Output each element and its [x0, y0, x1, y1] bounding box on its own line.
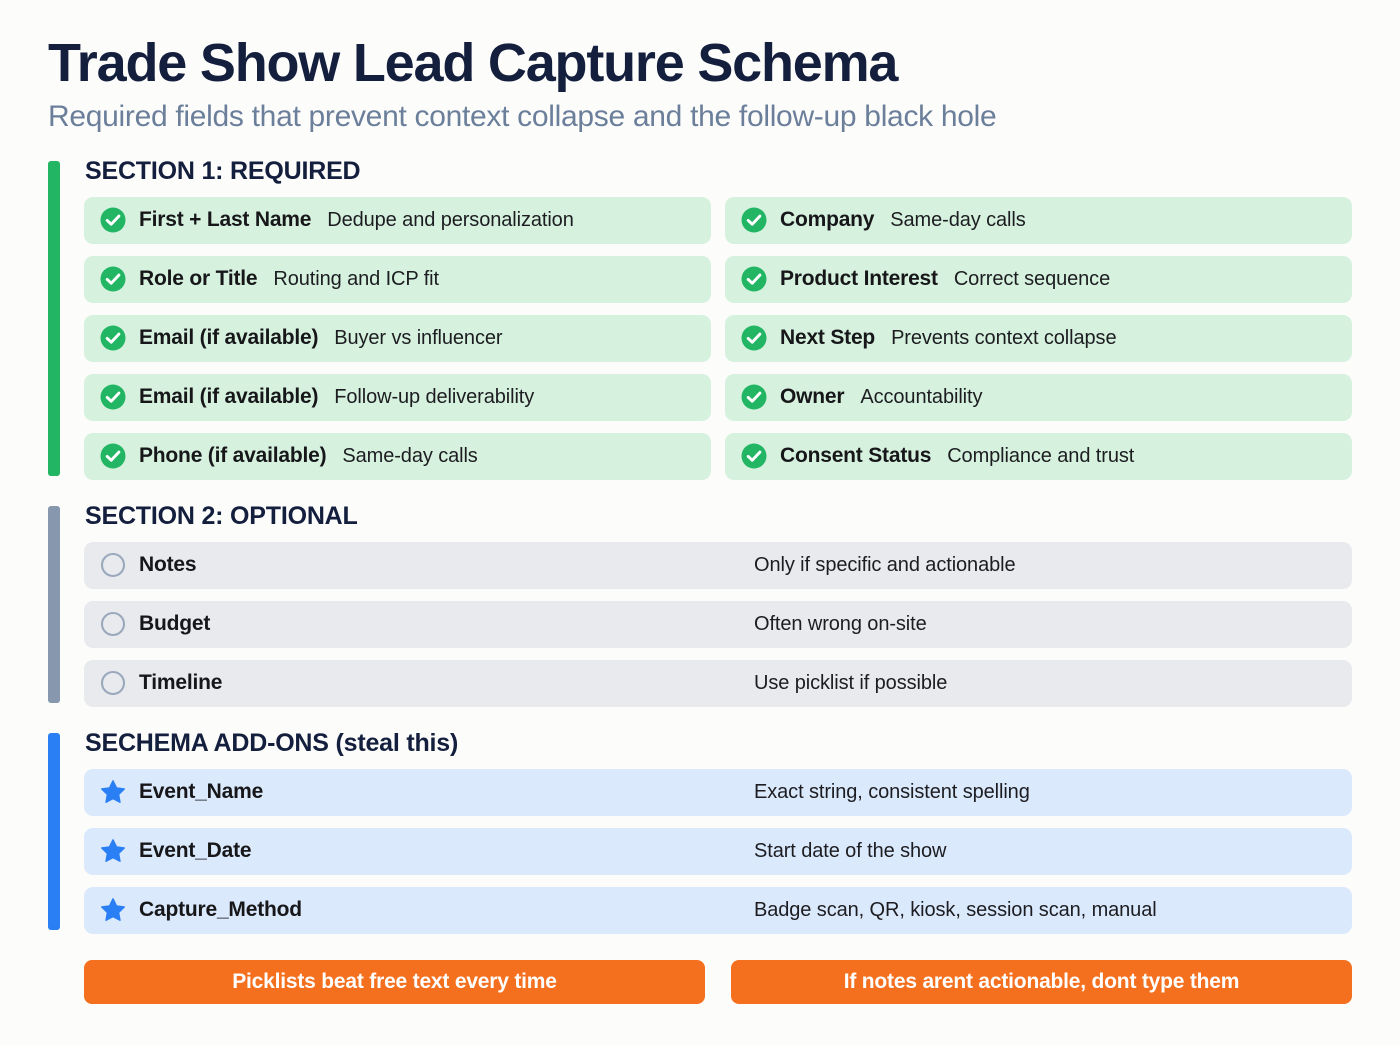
field-description: Only if specific and actionable: [754, 553, 1016, 576]
star-icon: [100, 779, 126, 805]
field-row[interactable]: [84, 601, 1352, 648]
field-label: Owner: [780, 385, 845, 409]
page-title: Trade Show Lead Capture Schema: [48, 33, 898, 93]
section-title: SECTION 1: REQUIRED: [85, 156, 361, 185]
field-row[interactable]: [84, 828, 1352, 875]
field-label: Email (if available): [139, 326, 319, 350]
sections-container: [48, 157, 1352, 934]
field-description: Correct sequence: [953, 267, 1111, 290]
check-circle-icon: [100, 207, 126, 233]
field-row[interactable]: [84, 374, 711, 421]
section-accent-bar: [48, 733, 60, 930]
field-row[interactable]: [84, 315, 711, 362]
field-description: Prevents context collapse: [891, 326, 1117, 349]
field-description: Accountability: [860, 385, 983, 408]
section-accent-bar: [48, 506, 60, 703]
field-label: Email (if available): [139, 385, 319, 409]
field-row[interactable]: [84, 769, 1352, 816]
field-description: Same-day calls: [342, 444, 478, 467]
check-circle-icon: [100, 443, 126, 469]
field-description: Start date of the show: [754, 839, 947, 862]
cta-button-1[interactable]: Picklists beat free text every time: [84, 960, 705, 1004]
section-title: SECHEMA ADD-ONS (steal this): [85, 728, 459, 757]
header: [48, 34, 1352, 135]
field-description: Buyer vs influencer: [334, 326, 503, 349]
field-description: Same-day calls: [890, 208, 1026, 231]
check-circle-icon: [741, 207, 767, 233]
section-rows: [84, 197, 1352, 480]
section-optional: [48, 502, 1352, 707]
section-rows: [84, 542, 1352, 707]
field-row[interactable]: [84, 433, 711, 480]
field-row[interactable]: [725, 256, 1352, 303]
field-label: Role or Title: [139, 267, 258, 291]
page-subtitle: Required fields that prevent context collapse and the follow-up black hole: [48, 100, 997, 134]
field-row[interactable]: [725, 374, 1352, 421]
field-label: Consent Status: [780, 444, 932, 468]
field-description: Compliance and trust: [947, 444, 1135, 467]
empty-circle-icon: [100, 611, 126, 637]
empty-circle-icon: [100, 552, 126, 578]
section-accent-bar: [48, 161, 60, 476]
check-circle-icon: [100, 325, 126, 351]
section-title: SECTION 2: OPTIONAL: [85, 501, 358, 530]
section-rows: [84, 769, 1352, 934]
field-description: Use picklist if possible: [754, 671, 948, 694]
field-label: Capture_Method: [139, 898, 302, 922]
section-addons: [48, 729, 1352, 934]
cta-button-2[interactable]: If notes arent actionable, dont type them: [731, 960, 1352, 1004]
empty-circle-icon: [100, 670, 126, 696]
field-description: Dedupe and personalization: [327, 208, 574, 231]
section-required: [48, 157, 1352, 480]
field-label: Product Interest: [780, 267, 938, 291]
field-label: Timeline: [139, 671, 223, 695]
field-row[interactable]: [84, 542, 1352, 589]
field-row[interactable]: [84, 660, 1352, 707]
field-description: Exact string, consistent spelling: [754, 780, 1030, 803]
field-row[interactable]: [725, 315, 1352, 362]
check-circle-icon: [741, 384, 767, 410]
field-row[interactable]: [84, 256, 711, 303]
field-description: Follow-up deliverability: [334, 385, 535, 408]
check-circle-icon: [741, 325, 767, 351]
field-label: First + Last Name: [139, 208, 312, 232]
check-circle-icon: [100, 384, 126, 410]
field-label: Event_Name: [139, 780, 264, 804]
field-description: Routing and ICP fit: [273, 267, 439, 290]
check-circle-icon: [100, 266, 126, 292]
field-row[interactable]: [725, 197, 1352, 244]
field-label: Event_Date: [139, 839, 252, 863]
star-icon: [100, 838, 126, 864]
footer-cta-group: [48, 960, 1352, 1004]
field-label: Phone (if available): [139, 444, 327, 468]
star-icon: [100, 897, 126, 923]
field-row[interactable]: [84, 887, 1352, 934]
field-label: Company: [780, 208, 875, 232]
field-description: Often wrong on-site: [754, 612, 927, 635]
check-circle-icon: [741, 266, 767, 292]
field-label: Next Step: [780, 326, 876, 350]
field-label: Budget: [139, 612, 211, 636]
field-label: Notes: [139, 553, 197, 577]
check-circle-icon: [741, 443, 767, 469]
field-description: Badge scan, QR, kiosk, session scan, manual: [754, 898, 1157, 921]
field-row[interactable]: [725, 433, 1352, 480]
field-row[interactable]: [84, 197, 711, 244]
